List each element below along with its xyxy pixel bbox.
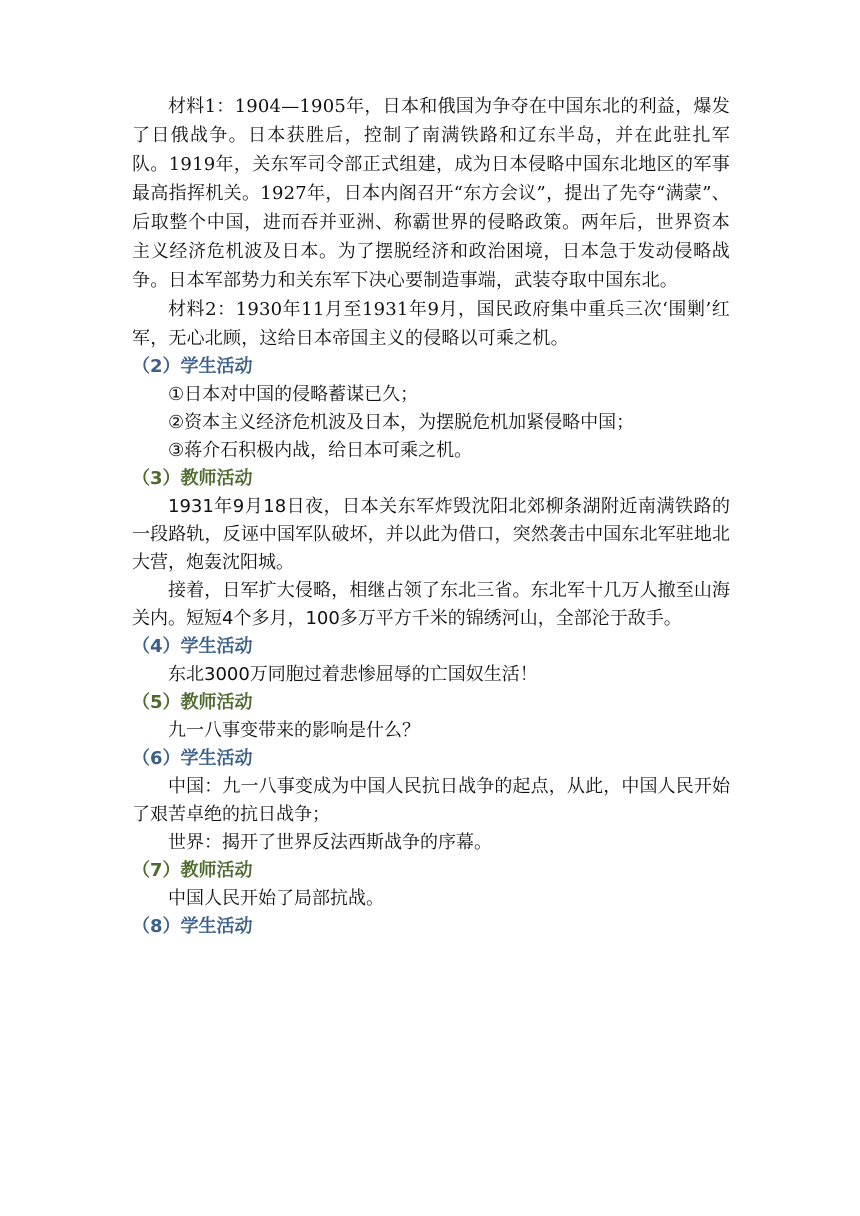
- list-item: ①日本对中国的侵略蓄谋已久；: [168, 384, 419, 405]
- section-heading-teacher-7: （7）教师活动: [132, 860, 253, 881]
- body-paragraph: 接着，日军扩大侵略，相继占领了东北三省。东北军十几万人撤至山海关内。短短4个多月，100多万平方千米的锦绣河山，全部沦于敌手。: [132, 580, 730, 629]
- body-paragraph: 1931年9月18日夜，日本关东军炸毁沈阳北郊柳条湖附近南满铁路的一段路轨，反诬中国军队破坏，并以此为借口，突然袭击中国东北军驻地北大营，炮轰沈阳城。: [132, 496, 730, 573]
- body-paragraph: 东北3000万同胞过着悲惨屈辱的亡国奴生活！: [168, 664, 538, 685]
- list-item: ③蒋介石积极内战，给日本可乘之机。: [168, 440, 473, 461]
- body-paragraph: 中国：九一八事变成为中国人民抗日战争的起点，从此，中国人民开始了艰苦卓绝的抗日战争；: [132, 776, 730, 825]
- section-heading-teacher-5: （5）教师活动: [132, 692, 253, 713]
- section-heading-student-8: （8）学生活动: [132, 916, 253, 937]
- material-1-paragraph: 材料1：1904—1905年，日本和俄国为争夺在中国东北的利益，爆发了日俄战争。日本获胜后，控制了南满铁路和辽东半岛，并在此驻扎军队。1919年，关东军司令部正式组建，成为日本侵略中国东北地区的军事最高指挥机关。1927年，日本内阁召开“东方会议”，提出了先夺“满蒙”、后取整个中国，进而吞并亚洲、称霸世界的侵略政策。两年后，世界资本主义经济危机波及日本。为了摆脱经济和政治困境，日本急于发动侵略战争。日本军部势力和关东军下决心要制造事端，武装夺取中国东北。: [132, 96, 730, 291]
- document-body: [132, 92, 730, 941]
- body-paragraph: 九一八事变带来的影响是什么？: [168, 720, 420, 741]
- section-heading-student-4: （4）学生活动: [132, 636, 253, 657]
- section-heading-student-2: （2）学生活动: [132, 356, 253, 377]
- material-2-paragraph: 材料2：1930年11月至1931年9月，国民政府集中重兵三次‘围剿’红军，无心北顾，这给日本帝国主义的侵略以可乘之机。: [132, 299, 730, 349]
- section-heading-student-6: （6）学生活动: [132, 748, 253, 769]
- section-heading-teacher-3: （3）教师活动: [132, 468, 253, 489]
- body-paragraph: 世界：揭开了世界反法西斯战争的序幕。: [168, 832, 492, 853]
- body-paragraph: 中国人民开始了局部抗战。: [168, 888, 384, 909]
- list-item: ②资本主义经济危机波及日本，为摆脱危机加紧侵略中国；: [168, 412, 635, 433]
